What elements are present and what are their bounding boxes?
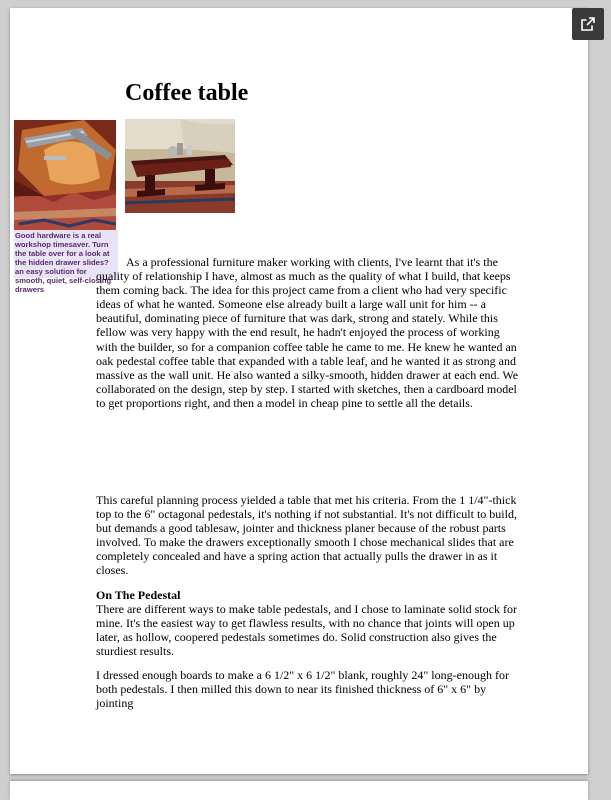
intro-paragraph: As a professional furniture maker working with clients, I've learnt that it's the quality of relationship I have, almost as much as the quality of what I build, that keeps them coming back. The idea for this project came from a client who had very specific ideas of what he wanted. Someone else already built a large wall unit for him -- a beautiful, dominating piece of furniture that was dark, strong and stately. While this fellow was very happy with the end result, he hadn't enjoyed the process of working with the builder, so for a companion coffee table he came to me. He knew he wanted an oak pedestal coffee table that expanded with a table leaf, and he wanted it as strong and massive as the wall unit. He also wanted a silky-smooth, hidden drawer at each end. We collaborated on the design, step by step. I started with sketches, then a cardboard model to get proportions right, and then a model in cheap pine to settle all the details.	[96, 255, 519, 410]
popout-button[interactable]	[572, 8, 604, 40]
drawer-slide-photo	[14, 120, 116, 230]
page-title: Coffee table	[125, 80, 249, 106]
blank-paragraph: I dressed enough boards to make a 6 1/2" x 6 1/2" blank, roughly 24" long-enough for both pedestals. I then milled this down to near its finished thickness of 6" x 6" by jointing	[96, 668, 509, 711]
pedestal-paragraph: There are different ways to make table pedestals, and I chose to laminate solid stock for mine. It's the easiest way to get flawless results, with no chance that joints will open up later, as hollow, coopered pedestals sometimes do. Solid construction also gives the sturdiest results.	[96, 602, 517, 659]
document-page	[10, 8, 588, 774]
next-page-edge	[10, 781, 588, 800]
planning-paragraph: This careful planning process yielded a table that met his criteria. From the 1 1/4"-thick top to the 6" octagonal pedestals, it's nothing if not substantial. It's not difficult to build, but demands a good tablesaw, jointer and thickness planer because of the robust parts involved. To make the drawers exceptionally smooth I chose mechanical slides that are completely concealed and have a spring action that actually pulls the drawer in as it closes.	[96, 493, 517, 578]
section-heading-pedestal: On The Pedestal	[96, 588, 181, 602]
open-in-new-icon	[580, 16, 596, 32]
photo-caption: Good hardware is a real workshop timesaver. Turn the table over for a look at the hidden drawer slides?an easy solution for smooth, quiet, self-closing drawers	[14, 230, 118, 278]
coffee-table-photo	[125, 119, 235, 213]
